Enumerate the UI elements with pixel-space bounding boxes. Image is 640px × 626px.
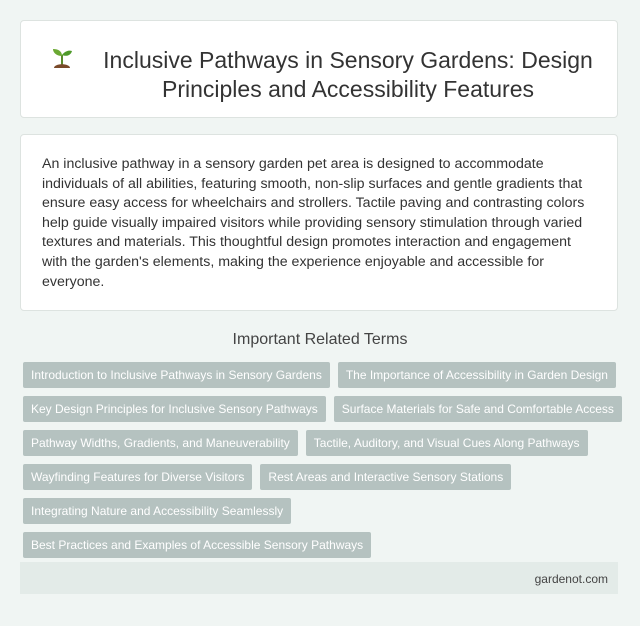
related-term-tag[interactable]: Pathway Widths, Gradients, and Maneuverability <box>23 430 298 456</box>
page-title: Inclusive Pathways in Sensory Gardens: Design Principles and Accessibility Features <box>103 47 593 102</box>
related-term-tag[interactable]: Surface Materials for Safe and Comfortable Access <box>334 396 622 422</box>
related-term-tag[interactable]: Wayfinding Features for Diverse Visitors <box>23 464 252 490</box>
related-term-tag[interactable]: Tactile, Auditory, and Visual Cues Along Pathways <box>306 430 588 456</box>
related-terms-list <box>23 362 623 558</box>
related-term-tag[interactable]: Integrating Nature and Accessibility Seamlessly <box>23 498 291 524</box>
description-card <box>20 134 618 311</box>
site-name[interactable]: gardenot.com <box>534 572 608 586</box>
related-term-tag[interactable]: Rest Areas and Interactive Sensory Stations <box>260 464 511 490</box>
related-terms-heading: Important Related Terms <box>232 331 408 348</box>
related-term-tag[interactable]: Introduction to Inclusive Pathways in Sensory Gardens <box>23 362 330 388</box>
seedling-icon <box>47 43 77 73</box>
title-card <box>20 20 618 118</box>
description-text: An inclusive pathway in a sensory garden pet area is designed to accommodate individuals of all abilities, featuring smooth, non-slip surfaces and gentle gradients that ensure easy access for wheelchairs and strollers. Tactile paving and contrasting colors help guide visually impaired visitors while providing sensory stimulation through varied textures and materials. This thoughtful design promotes interaction and engagement with the garden's elements, making the experience enjoyable and accessible for everyone. <box>42 156 585 290</box>
related-term-tag[interactable]: Key Design Principles for Inclusive Sensory Pathways <box>23 396 326 422</box>
footer-bar <box>20 562 618 594</box>
related-term-tag[interactable]: The Importance of Accessibility in Garden Design <box>338 362 616 388</box>
related-term-tag[interactable]: Best Practices and Examples of Accessible Sensory Pathways <box>23 532 371 558</box>
